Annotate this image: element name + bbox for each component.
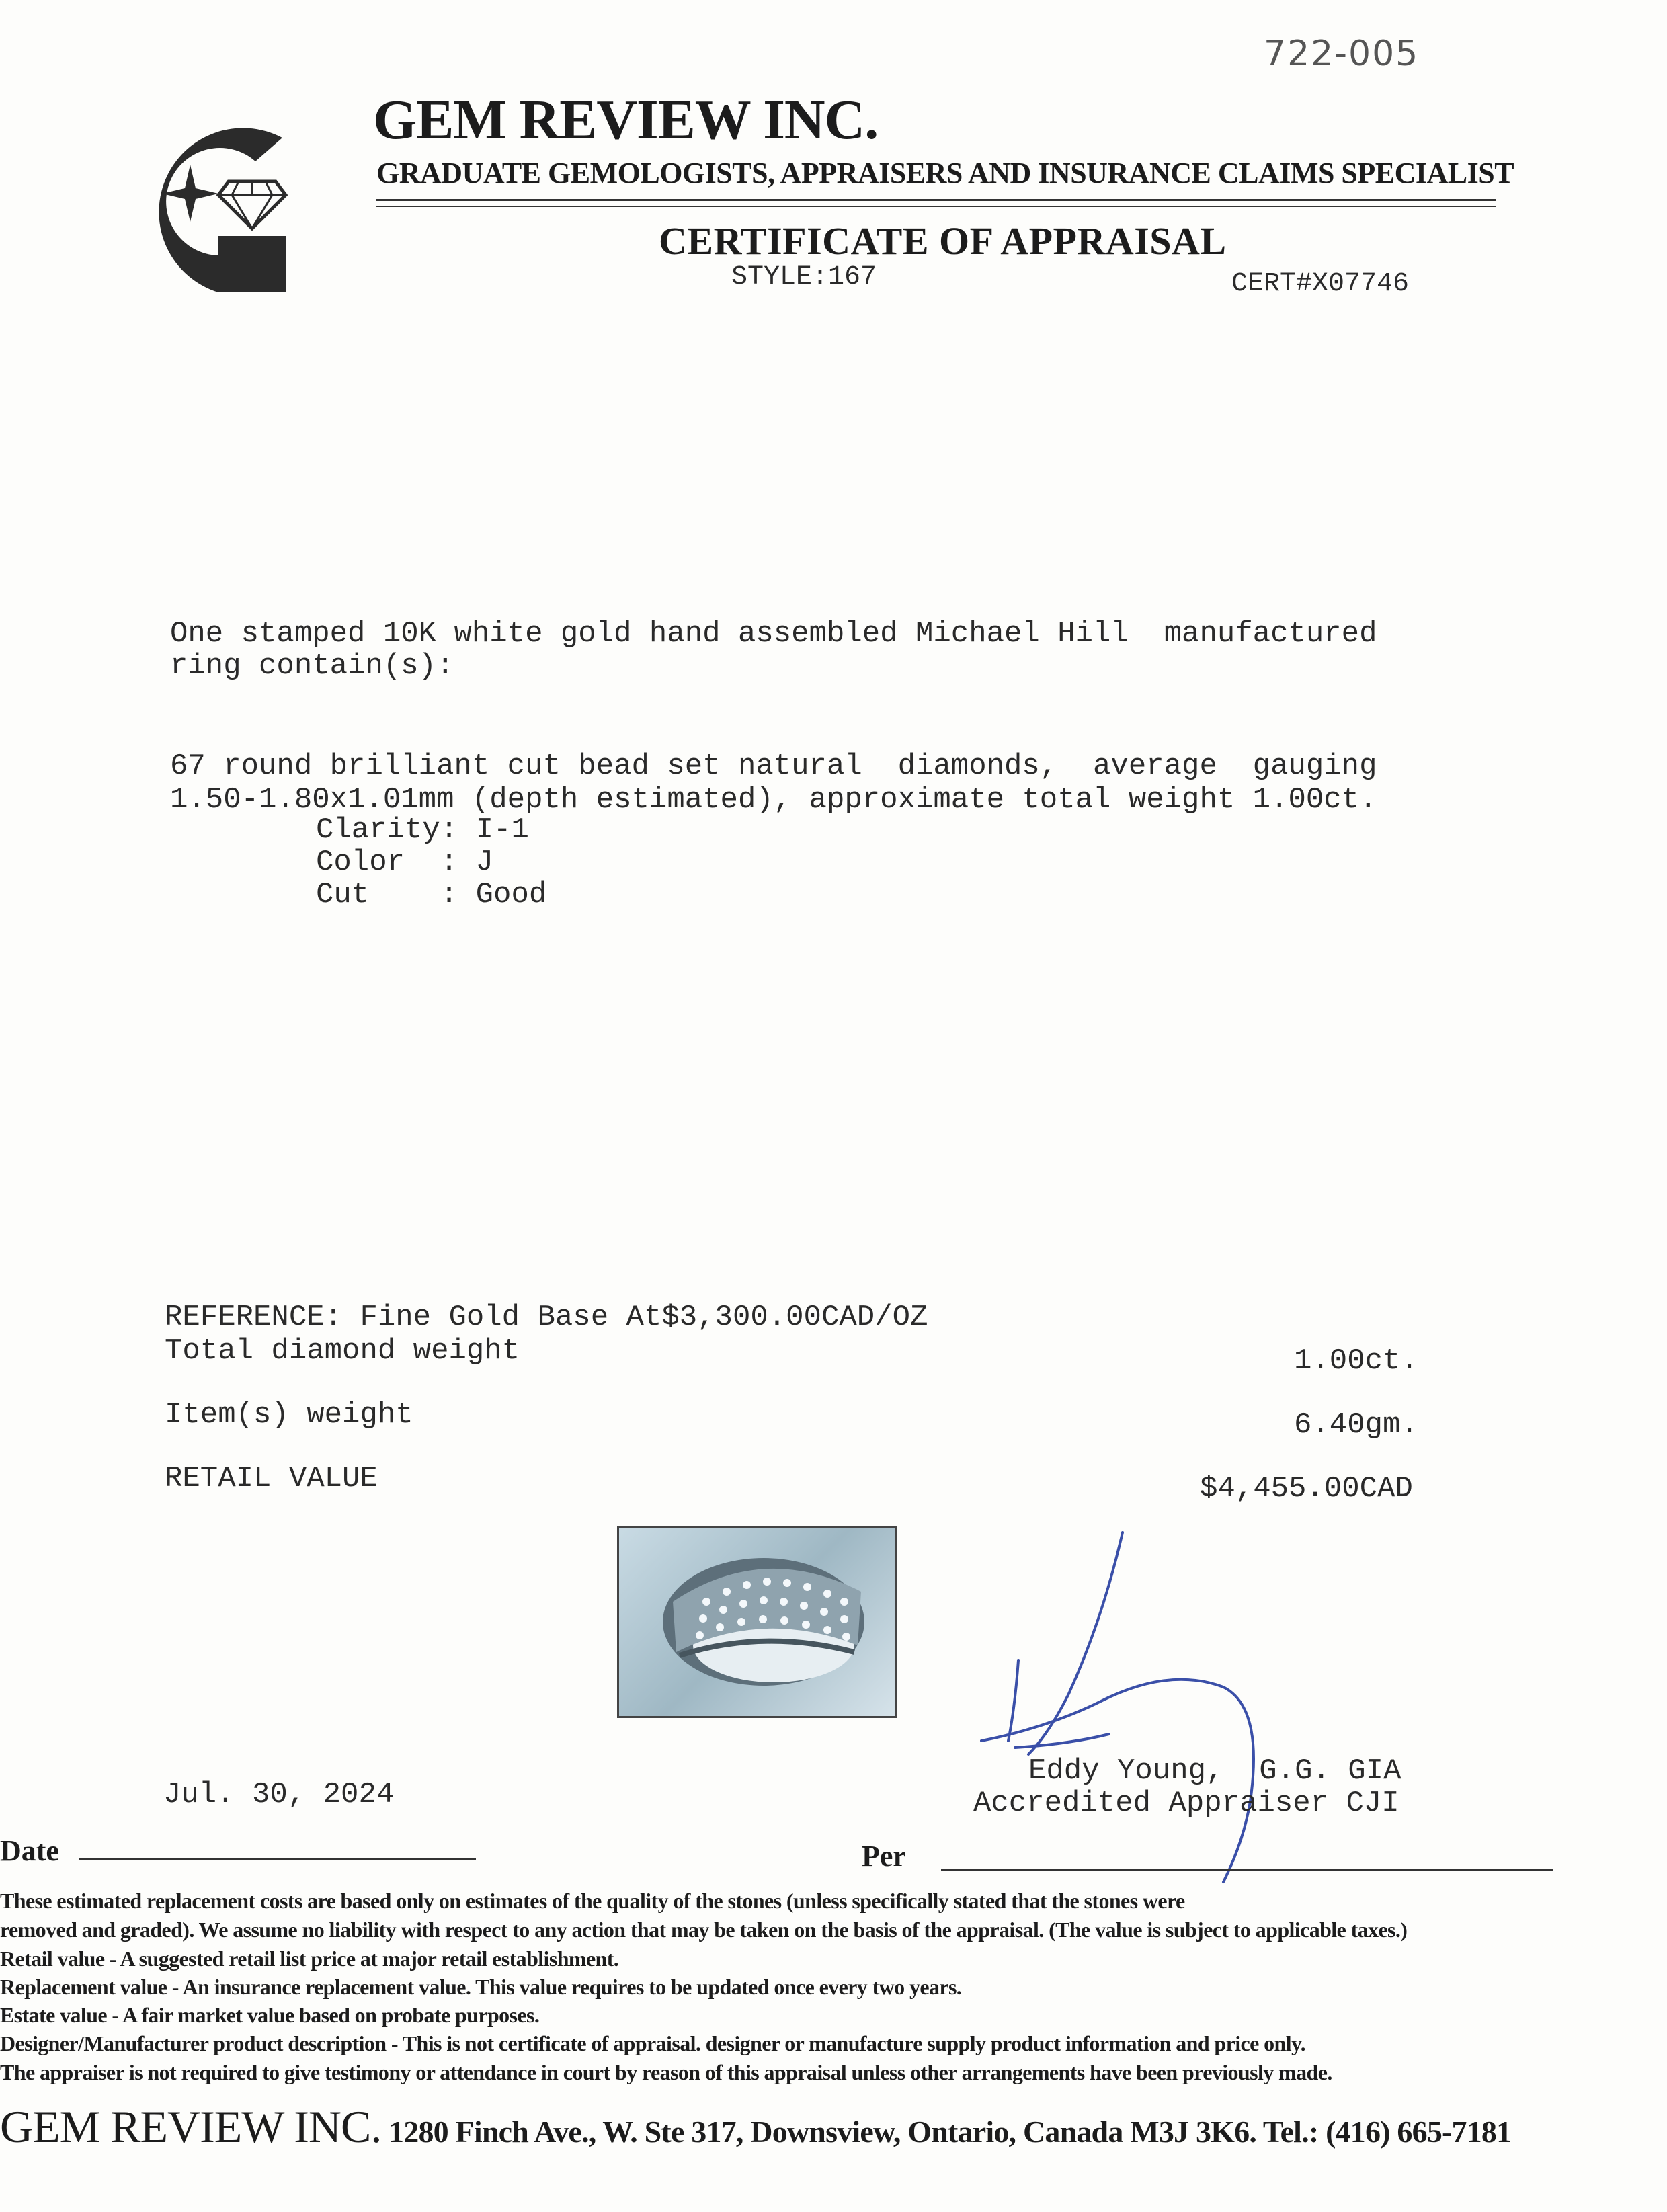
item-weight-value: 6.40gm. [1294, 1408, 1418, 1442]
disclaimer-line: The appraiser is not required to give testimony or attendance in court by reason of this appraisal unless other arrangements have been previously made. [0, 2060, 1332, 2084]
header-rule [376, 199, 1496, 201]
retail-value-amount: $4,455.00CAD [1200, 1472, 1413, 1506]
appraiser-name: Eddy Young, G.G. GIA [1028, 1754, 1401, 1788]
per-label: Per [862, 1840, 906, 1873]
color-grade: Color : J [316, 846, 494, 879]
ring-image-icon [619, 1528, 895, 1716]
total-diamond-weight-value: 1.00ct. [1294, 1344, 1418, 1378]
date-signature-line [79, 1858, 476, 1860]
disclaimer-line: Estate value - A fair market value based on probate purposes. [0, 2003, 540, 2027]
company-tagline: GRADUATE GEMOLOGISTS, APPRAISERS AND INSURANCE CLAIMS SPECIALIST [376, 157, 1514, 190]
company-logo-icon [118, 101, 313, 302]
total-diamond-weight-label: Total diamond weight [165, 1334, 520, 1368]
item-description-line: ring contain(s): [170, 649, 454, 683]
disclaimer-line: Retail value - A suggested retail list price at major retail establishment. [0, 1947, 619, 1971]
certificate-title: CERTIFICATE OF APPRAISAL [659, 219, 1227, 263]
per-signature-line [941, 1869, 1553, 1871]
ring-photo [617, 1526, 897, 1718]
item-description-line: One stamped 10K white gold hand assembled Michael Hill manufactured [170, 617, 1377, 651]
date-label: Date [0, 1834, 59, 1867]
cert-number: CERT#X07746 [1231, 269, 1410, 299]
appraiser-signature [968, 1519, 1344, 1895]
appraiser-credential: Accredited Appraiser CJI [973, 1787, 1399, 1820]
company-name: GEM REVIEW INC. [373, 89, 879, 151]
diamond-description-line: 1.50-1.80x1.01mm (depth estimated), approximate total weight 1.00ct. [170, 783, 1377, 817]
clarity-grade: Clarity: I-1 [316, 813, 529, 847]
appraisal-date: Jul. 30, 2024 [163, 1778, 395, 1811]
disclaimer-line: These estimated replacement costs are based only on estimates of the quality of the stones (unless specifically stated that the stones were [0, 1889, 1185, 1913]
handwritten-note: 722-005 [1264, 34, 1420, 74]
disclaimer-line: Replacement value - An insurance replacement value. This value requires to be updated once every two years. [0, 1975, 962, 1999]
disclaimer-line: removed and graded). We assume no liability with respect to any action that may be taken on the basis of the appraisal. (The value is subject to applicable taxes.) [0, 1918, 1408, 1942]
retail-value-label: RETAIL VALUE [165, 1462, 378, 1496]
footer [0, 2100, 1511, 2154]
cut-grade: Cut : Good [316, 878, 547, 911]
style-number: STYLE:167 [731, 262, 877, 292]
disclaimer-line: Designer/Manufacturer product description - This is not certificate of appraisal. designer or manufacture supply product information and price only. [0, 2031, 1306, 2055]
footer-address: 1280 Finch Ave., W. Ste 317, Downsview, Ontario, Canada M3J 3K6. Tel.: (416) 665-7181 [381, 2115, 1512, 2149]
header-rule [376, 206, 1496, 207]
diamond-description-line: 67 round brilliant cut bead set natural diamonds, average gauging [170, 749, 1377, 783]
item-weight-label: Item(s) weight [165, 1398, 413, 1432]
gold-reference: REFERENCE: Fine Gold Base At$3,300.00CAD/OZ [165, 1301, 928, 1334]
footer-company-name: GEM REVIEW INC. [0, 2101, 382, 2152]
